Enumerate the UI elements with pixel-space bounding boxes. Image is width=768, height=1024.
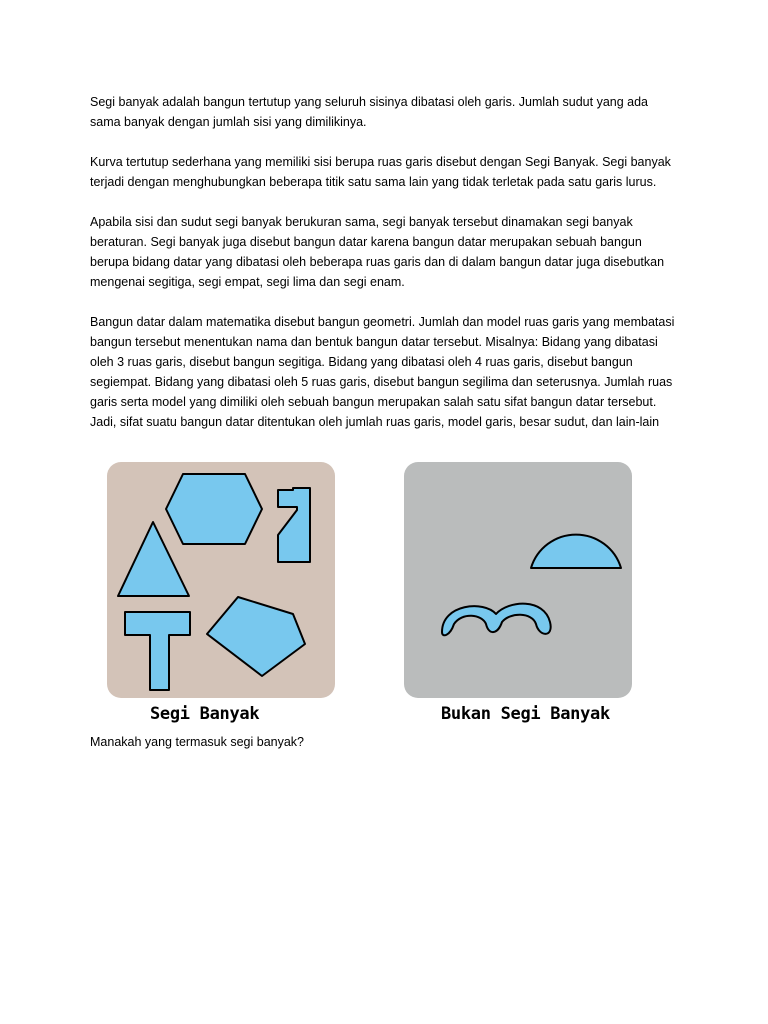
t-shape <box>125 612 190 690</box>
question-text: Manakah yang termasuk segi banyak? <box>90 735 305 749</box>
wavy-shape <box>442 604 551 636</box>
polygon-caption: Segi Banyak <box>150 704 260 724</box>
paragraph-closed-curve: Kurva tertutup sederhana yang memiliki sisi berupa ruas garis disebut dengan Segi Banyak. Segi banyak terjadi dengan menghubungkan beberapa titik satu sama lain yang tidak terletak pada satu garis lurus. <box>90 155 671 189</box>
paragraph-regular-polygon: Apabila sisi dan sudut segi banyak berukuran sama, segi banyak tersebut dinamakan segi banyak beraturan. Segi banyak juga disebut bangun datar karena bangun datar merupakan sebuah bangun berupa bidang datar yang dibatasi oleh beberapa ruas garis dan di dalam bangun datar juga disebutkan mengenai segitiga, segi empat, segi lima dan segi enam. <box>90 215 665 289</box>
paragraph-plane-figures: Bangun datar dalam matematika disebut bangun geometri. Jumlah dan model ruas garis yang membatasi bangun tersebut menentukan nama dan bentuk bangun datar tersebut. Misalnya: Bidang yang dibatasi oleh 3 ruas garis, disebut bangun segitiga. Bidang yang dibatasi oleh 4 ruas garis, disebut bangun segiempat. Bidang yang dibatasi oleh 5 ruas garis, disebut bangun segilima dan seterusnya. Jumlah ruas garis serta model yang dimiliki oleh sebuah bangun merupakan salah satu sifat bangun datar tersebut. Jadi, sifat suatu bangun datar ditentukan oleh jumlah ruas garis, model garis, besar sudut, dan lain-lain <box>90 315 675 429</box>
non-polygon-caption: Bukan Segi Banyak <box>441 704 610 724</box>
non-polygon-examples-figure <box>404 462 632 698</box>
polygon-examples-figure <box>107 462 335 698</box>
non-polygon-shapes <box>404 462 632 698</box>
semicircle-shape <box>531 535 621 568</box>
paragraph-definition: Segi banyak adalah bangun tertutup yang seluruh sisinya dibatasi oleh garis. Jumlah sudut yang ada sama banyak dengan jumlah sisi yang dimilikinya. <box>90 95 649 129</box>
polygon-shapes <box>107 462 335 698</box>
irregular-pentagon-shape <box>207 597 305 676</box>
notched-rectangle-shape <box>278 488 310 562</box>
hexagon-shape <box>166 474 262 544</box>
